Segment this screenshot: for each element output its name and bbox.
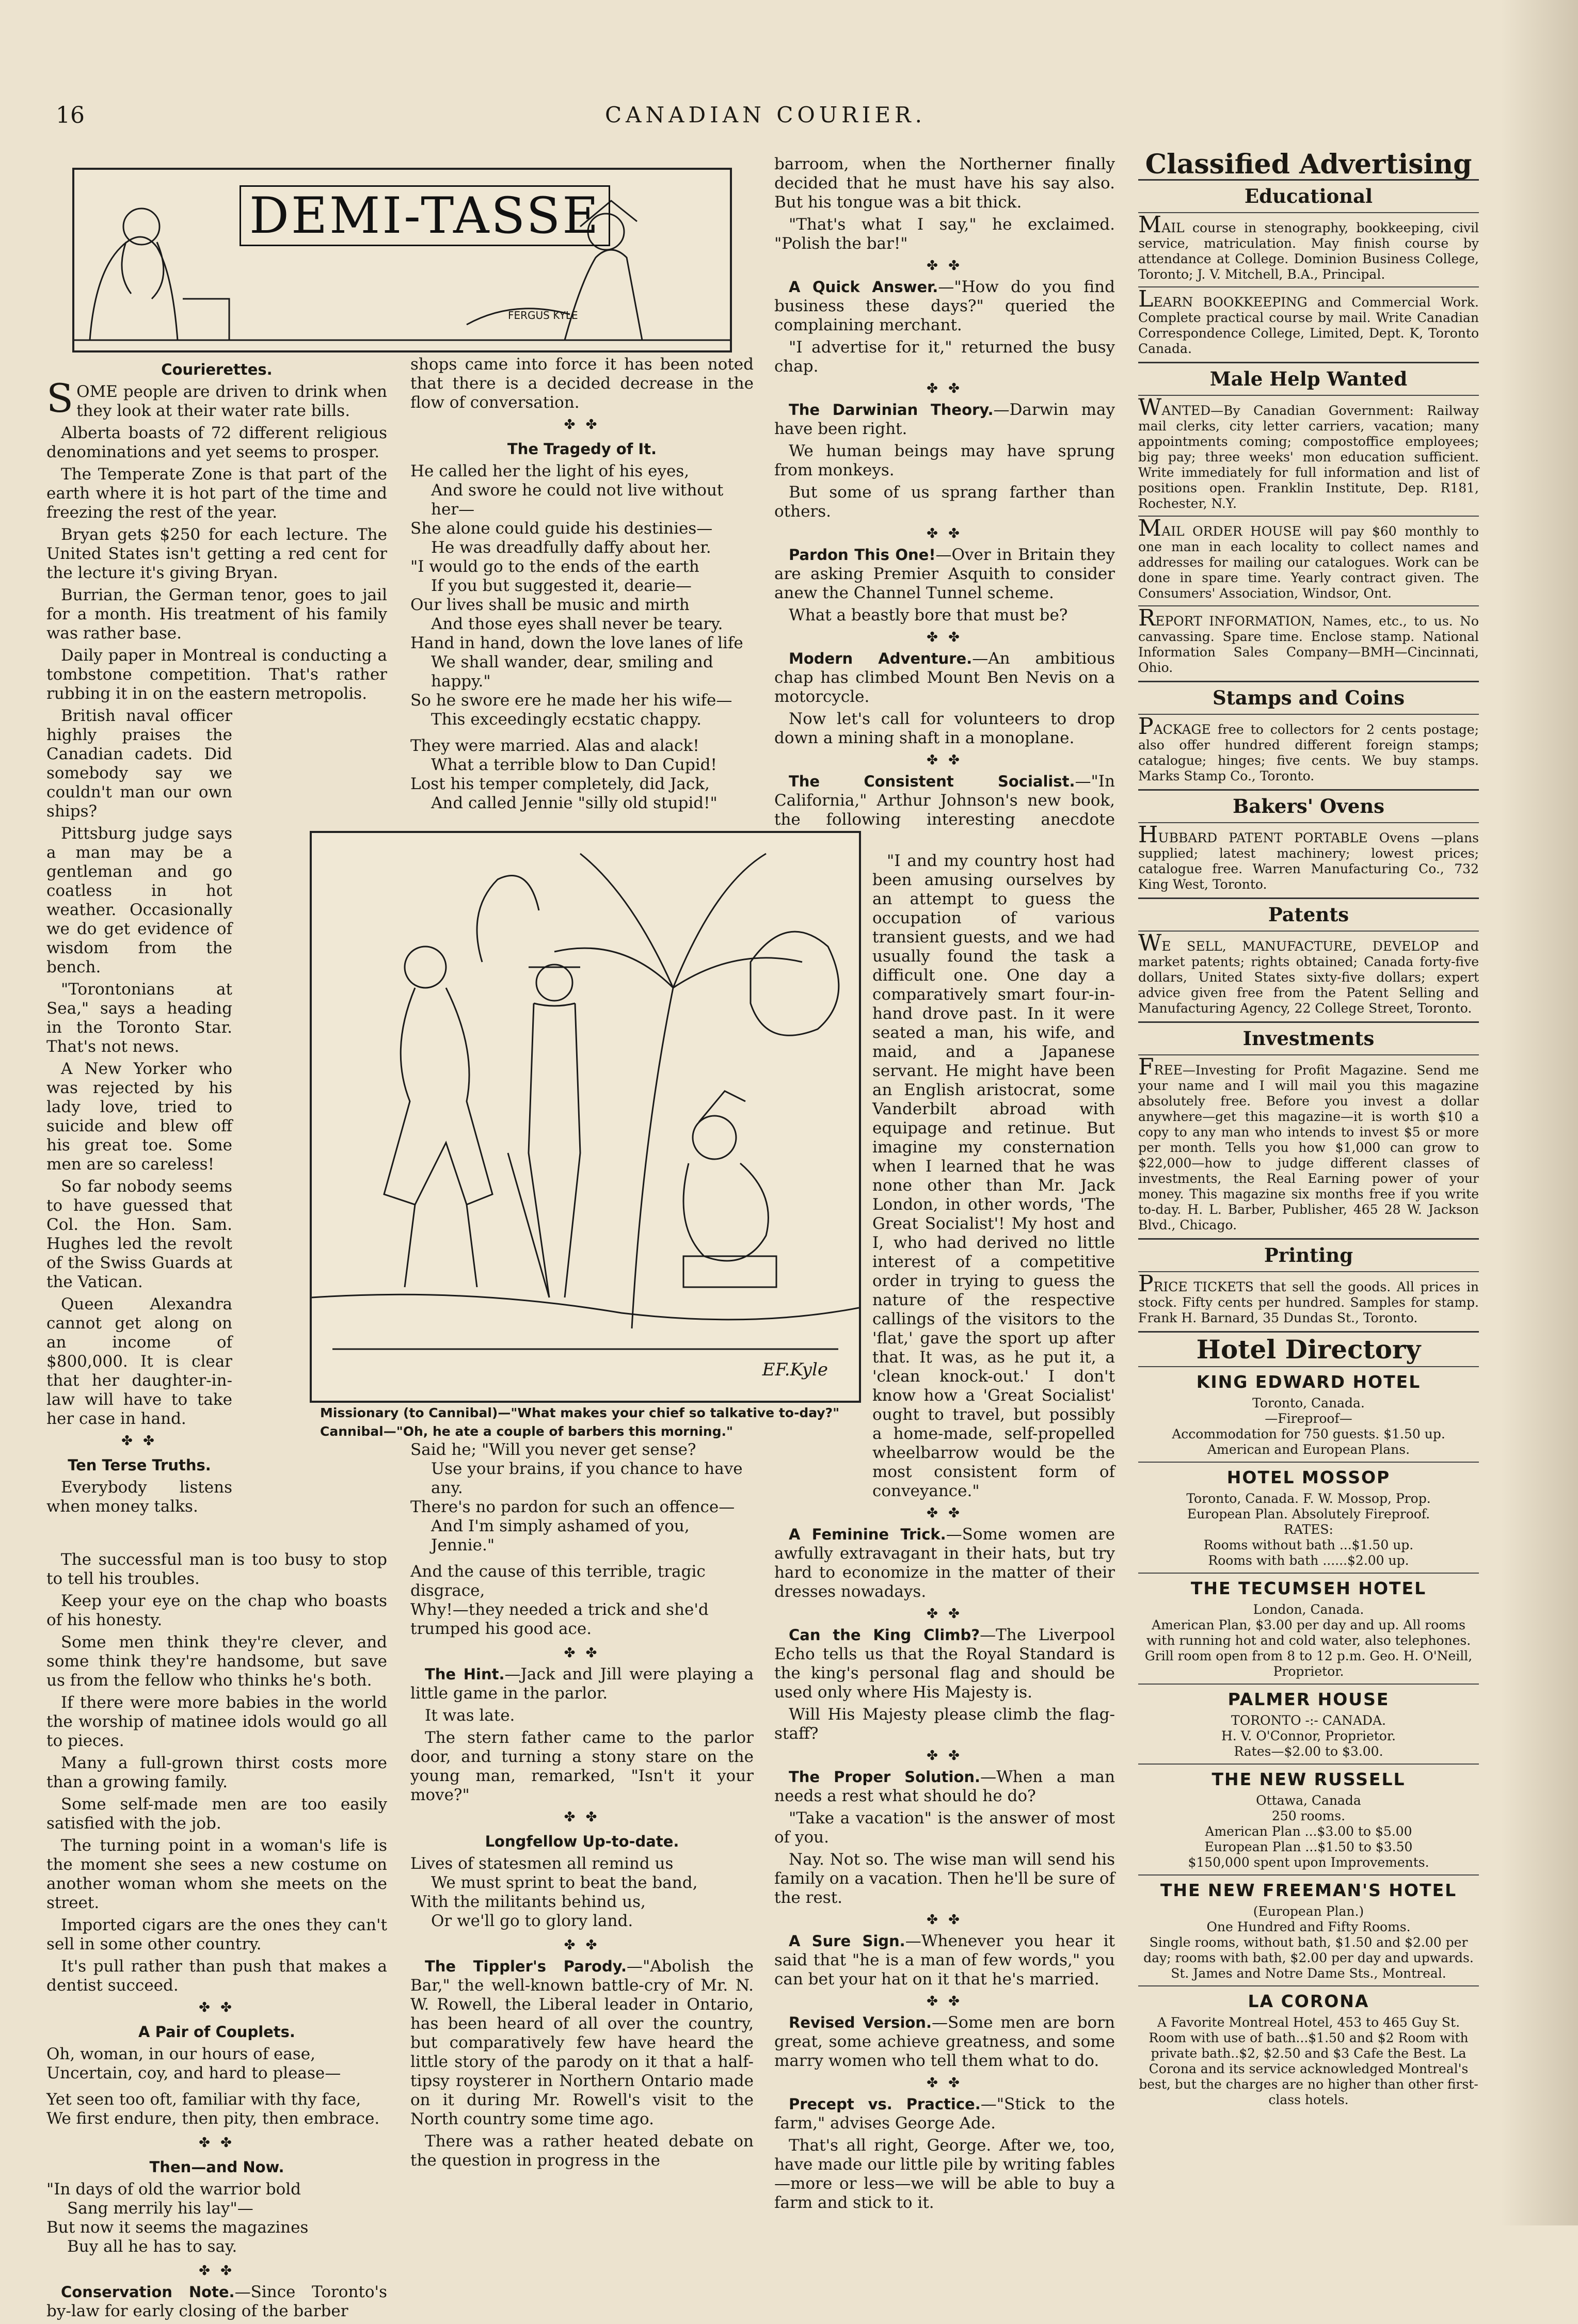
- classified-ad: [1138, 713, 1479, 784]
- hotel-line: Single rooms, without bath, $1.50 and $2.00 per day; rooms with bath, $2.00 per day and upwards.: [1143, 1935, 1474, 1965]
- item-title: The Tippler's Parody.: [425, 1958, 627, 1975]
- hotel-line: $150,000 spent upon Improvements.: [1188, 1855, 1429, 1870]
- verse-line: They were married. Alas and alack!: [410, 736, 699, 755]
- verse-line: With the militants behind us,: [410, 1893, 646, 1911]
- verse-line: Uncertain, coy, and hard to please—: [46, 2064, 341, 2082]
- classified-heading: Investments: [1242, 1027, 1375, 1050]
- verse: [410, 1854, 754, 1931]
- verse: [46, 2045, 387, 2128]
- verse-line: And I'm simply ashamed of you, Jennie.": [431, 1517, 690, 1554]
- hotel-directory-title: Hotel Directory: [1196, 1334, 1421, 1365]
- banner-signature: FERGUS KYLE: [508, 309, 578, 322]
- verse-line: He called her the light of his eyes,: [410, 462, 690, 480]
- verse-line: If you but suggested it, dearie—: [431, 576, 692, 595]
- hotel-name: THE NEW FREEMAN'S HOTEL: [1160, 1880, 1457, 1900]
- hotel-name: HOTEL MOSSOP: [1226, 1467, 1391, 1487]
- caption-spacer: [46, 1519, 387, 1550]
- item-title: Precept vs. Practice.: [789, 2095, 981, 2113]
- verse-line: We must sprint to beat the band,: [431, 1873, 698, 1892]
- cartoon-illustration: [310, 831, 861, 1403]
- item-title: Can the King Climb?: [789, 1626, 980, 1644]
- page-number: 16: [56, 102, 85, 129]
- ad-text: AIL ORDER HOUSE will pay $60 monthly to one man in each locality to collect names and addresses for mailing our catalogues. Work can be done in spare time. Yearly contract given. The Consumers' Association, Windsor, Ont.: [1138, 524, 1479, 601]
- classified-ad: [1138, 1054, 1479, 1233]
- hotel-line: A Favorite Montreal Hotel, 453 to 465 Guy St. Room with use of bath...$1.50 and $2 Room with private bath..$2, $2.50 and $3 Cafe the Best. La Corona and its service acknowledged Montreal's best, but the charges are no higher than other first-class hotels.: [1139, 2015, 1478, 2107]
- verse-line: So he swore ere he made her his wife—: [410, 691, 732, 710]
- hotel-name: LA CORONA: [1248, 1991, 1369, 2011]
- ad-cap: W: [1138, 930, 1162, 956]
- paragraph: "That's what I say," he exclaimed. "Polish the bar!": [774, 215, 1115, 253]
- paragraph: [774, 2095, 1115, 2133]
- verse-line: Or we'll go to glory land.: [431, 1912, 633, 1930]
- item-text: —Over in Britain they are asking Premier Asquith to consider anew the Channel Tunnel scheme.: [774, 546, 1115, 602]
- hotel-name: KING EDWARD HOTEL: [1196, 1372, 1421, 1392]
- paragraph: What a beastly bore that must be?: [789, 606, 1068, 624]
- paragraph: Nay. Not so. The wise man will send his family on a vacation. Then he'll be sure of the rest.: [774, 1850, 1115, 1907]
- item-text: —"How do you find business these days?" queried the complaining merchant.: [774, 278, 1115, 334]
- hotel-line: Rooms without bath ...$1.50 up.: [1203, 1537, 1414, 1552]
- verse-line: And swore he could not live without her—: [431, 481, 724, 519]
- ornament: ✤ ✤: [927, 526, 963, 541]
- paragraph: A New Yorker who was rejected by his lady love, tried to suicide and blew off his great toe. Some men are so careless!: [46, 1060, 232, 1174]
- item-text: —When a man needs a rest what should he do?: [774, 1768, 1115, 1805]
- hotel-line: (European Plan.): [1253, 1904, 1364, 1919]
- hotel-line: RATES:: [1284, 1522, 1333, 1537]
- section-heading: Ten Terse Truths.: [68, 1456, 211, 1474]
- paragraph: That's all right, George. After we, too, have made our little pile by writing fables—more or less—we will be able to buy a farm and stick to it.: [774, 2136, 1115, 2212]
- ad-cap: M: [1138, 515, 1162, 541]
- paragraph: Bryan gets $250 for each lecture. The United States isn't getting a red cent for the lecture it's giving Bryan.: [46, 525, 387, 582]
- verse-line: Lost his temper completely, did Jack,: [410, 775, 710, 793]
- hotel-line: Rooms with bath ......$2.00 up.: [1208, 1553, 1409, 1568]
- page-header: [56, 102, 1475, 133]
- hotel-name: THE TECUMSEH HOTEL: [1190, 1578, 1427, 1598]
- item-text: —Some women are awfully extravagant in their hats, but try hard to economize in the matter of their dresses nowadays.: [774, 1525, 1115, 1601]
- item-title: Modern Adventure.: [789, 650, 973, 667]
- ad-cap: H: [1138, 822, 1158, 848]
- ad-cap: P: [1138, 1271, 1154, 1297]
- paragraph: [46, 2283, 387, 2321]
- ornament: ✤ ✤: [927, 752, 963, 768]
- paragraph: "Torontonians at Sea," says a heading in the Toronto Star. That's not news.: [46, 980, 232, 1056]
- hotel-line: European Plan. Absolutely Fireproof.: [1187, 1506, 1430, 1521]
- ornament: ✤ ✤: [927, 630, 963, 645]
- ad-text: ANTED—By Canadian Government: Railway mail clerks, city letter carriers, vacation; many appointments coming; compostoffice employees; big pay; three weeks' mon education sufficient. Write immediately for full information and list of positions open. Franklin Institute, Dep. R181, Rochester, N.Y.: [1138, 403, 1479, 511]
- ornament: ✤ ✤: [564, 1937, 600, 1953]
- verse: [410, 1440, 754, 1639]
- item-text: —"In California," Arthur Johnson's new book, the following interesting anecdote: [774, 772, 1115, 829]
- paragraph: The stern father came to the parlor door, and turning a stony stare on the young man, remarked, "Isn't it your move?": [410, 1728, 754, 1804]
- ornament: ✤ ✤: [927, 381, 963, 396]
- paragraph: [774, 546, 1115, 603]
- verse-line: Yet seen too oft, familiar with thy face,: [46, 2090, 361, 2109]
- item-title: Conservation Note.: [61, 2283, 235, 2301]
- ornament: ✤ ✤: [564, 1809, 600, 1825]
- caption-line: Cannibal—"Oh, he ate a couple of barbers this morning.": [320, 1424, 734, 1439]
- paragraph: Imported cigars are the ones they can't sell in some other country.: [46, 1916, 387, 1953]
- classified-title: Classified Advertising: [1145, 149, 1472, 180]
- hotel-line: American Plan ...$3.00 to $5.00: [1205, 1824, 1412, 1839]
- hotel-name: PALMER HOUSE: [1228, 1689, 1390, 1709]
- classified-ad: [1138, 930, 1479, 1016]
- verse-line: And called Jennie "silly old stupid!": [431, 794, 718, 812]
- paragraph: [774, 2013, 1115, 2071]
- ornament: ✤ ✤: [927, 1912, 963, 1928]
- item-title: The Proper Solution.: [789, 1768, 981, 1786]
- item-title: The Darwinian Theory.: [789, 401, 994, 419]
- ornament: ✤ ✤: [199, 2135, 235, 2151]
- paragraph: We human beings may have sprung from monkeys.: [774, 442, 1115, 479]
- demi-tasse-banner: [72, 168, 732, 352]
- paragraph: [774, 278, 1115, 335]
- paragraph: "Take a vacation" is the answer of most of you.: [774, 1809, 1115, 1847]
- paragraph: Will His Majesty please climb the flag-staff?: [774, 1705, 1115, 1743]
- paragraph: Keep your eye on the chap who boasts of his honesty.: [46, 1592, 387, 1629]
- hotel-line: Ottawa, Canada: [1256, 1793, 1361, 1808]
- banner-title: DEMI-TASSE: [240, 185, 610, 246]
- caption-line: Missionary (to Cannibal)—"What makes your chief so talkative to-day?": [320, 1405, 840, 1420]
- section-heading: Then—and Now.: [149, 2158, 284, 2176]
- ornament: ✤ ✤: [199, 2000, 235, 2015]
- ad-cap: L: [1138, 286, 1154, 312]
- item-title: The Consistent Socialist.: [789, 773, 1075, 790]
- ad-text: REE—Investing for Profit Magazine. Send me your name and I will mail you this magazine absolutely free. Before you invest a dollar anywhere—get this magazine—it is worth $10 a copy to any man who intends to invest $5 or more per month. Tells you how $1,000 can grow to $22,000—how to judge different classes of investments, the Real Earning power of your money. This magazine six months free if you write to-day. H. L. Barber, Publisher, 465 28 W. Jackson Blvd., Chicago.: [1138, 1063, 1479, 1232]
- verse-line: And those eyes shall never be teary.: [431, 615, 723, 633]
- item-title: A Feminine Trick.: [789, 1526, 946, 1543]
- verse-line: She alone could guide his destinies—: [410, 519, 713, 538]
- classified-heading: Printing: [1264, 1244, 1353, 1267]
- classified-ad: [1138, 605, 1479, 676]
- paragraph: Everybody listens when money talks.: [46, 1478, 232, 1516]
- paragraph: [46, 375, 387, 421]
- ad-cap: M: [1138, 212, 1162, 238]
- cartoon-signature: EF.Kyle: [762, 1359, 828, 1380]
- verse-line: Our lives shall be music and mirth: [410, 596, 690, 614]
- verse: [46, 2180, 387, 2256]
- section-heading: The Tragedy of It.: [507, 440, 657, 458]
- narrow-block: [46, 707, 232, 1516]
- classified-heading: Male Help Wanted: [1209, 367, 1408, 390]
- paragraph: Now let's call for volunteers to drop down a mining shaft in a monoplane.: [774, 710, 1115, 747]
- hotel-line: European Plan ...$1.50 to $3.50: [1204, 1839, 1413, 1854]
- ornament: ✤ ✤: [121, 1433, 157, 1449]
- paragraph: British naval officer highly praises the Canadian cadets. Did somebody say we couldn't man our own ships?: [46, 707, 232, 821]
- paragraph: Alberta boasts of 72 different religious denominations and yet seems to prosper.: [46, 424, 387, 461]
- verse-line: Hand in hand, down the love lanes of life: [410, 634, 743, 652]
- verse-line: And the cause of this terrible, tragic disgrace,: [410, 1562, 706, 1600]
- item-text: —Jack and Jill were playing a little game in the parlor.: [410, 1665, 754, 1703]
- verse-line: Said he; "Will you never get sense?: [410, 1440, 696, 1459]
- paragraph: It's pull rather than push that makes a dentist succeed.: [46, 1957, 387, 1995]
- hotel-line: Accommodation for 750 guests. $1.50 up.: [1172, 1427, 1445, 1441]
- verse-line: Use your brains, if you chance to have any.: [431, 1460, 743, 1497]
- verse-line: Buy all he has to say.: [67, 2237, 237, 2256]
- ad-cap: R: [1138, 605, 1156, 631]
- verse-line: Lives of statesmen all remind us: [410, 1854, 674, 1873]
- paragraph: Many a full-grown thirst costs more than a growing family.: [46, 1754, 387, 1791]
- cartoon-caption: [320, 1404, 857, 1441]
- paragraph: But some of us sprang farther than others.: [774, 483, 1115, 521]
- paragraph: [774, 1932, 1115, 1989]
- masthead: CANADIAN COURIER.: [604, 102, 927, 127]
- verse-line: There's no pardon for such an offence—: [410, 1498, 735, 1516]
- paragraph: Daily paper in Montreal is conducting a tombstone competition. That's rather rubbing it in on the eastern metropolis.: [46, 646, 387, 703]
- verse-line: This exceedingly ecstatic chappy.: [431, 710, 702, 729]
- hotel-line: Toronto, Canada.: [1252, 1396, 1365, 1411]
- ad-text: EARN BOOKKEEPING and Commercial Work. Complete practical course by mail. Write Canadian Correspondence College, Limited, Dept. K, Toronto Canada.: [1138, 295, 1479, 356]
- ornament: ✤ ✤: [564, 1645, 600, 1661]
- paragraph: [410, 1665, 754, 1703]
- hotel-line: American and European Plans.: [1207, 1442, 1410, 1457]
- hotel-line: One Hundred and Fifty Rooms.: [1206, 1919, 1411, 1934]
- item-text: —"Stick to the farm," advises George Ade.: [774, 2095, 1115, 2133]
- ornament: ✤ ✤: [927, 1748, 963, 1764]
- ornament: ✤ ✤: [199, 2263, 235, 2279]
- classified-ad: [1138, 286, 1479, 357]
- paragraph: Burrian, the German tenor, goes to jail for a month. His treatment of his family was rather base.: [46, 586, 387, 643]
- item-title: The Hint.: [425, 1665, 505, 1683]
- ornament: ✤ ✤: [927, 258, 963, 274]
- paragraph: Some self-made men are too easily satisfied with the job.: [46, 1795, 387, 1833]
- hotel-line: Toronto, Canada. F. W. Mossop, Prop.: [1186, 1491, 1431, 1506]
- paragraph: Queen Alexandra cannot get along on an income of $800,000. It is clear that her daughter-in-law will have to take her case in hand.: [46, 1295, 232, 1428]
- verse: [410, 462, 754, 813]
- ornament: ✤ ✤: [564, 417, 600, 432]
- hotel-line: St. James and Notre Dame Sts., Montreal.: [1171, 1966, 1446, 1981]
- verse-line: But now it seems the magazines: [46, 2218, 309, 2237]
- ad-cap: P: [1138, 713, 1154, 740]
- classified-heading: Educational: [1244, 185, 1373, 207]
- item-text: —Whenever you hear it said that "he is a man of few words," you can bet your hat on it that he's married.: [774, 1932, 1115, 1989]
- paragraph: [774, 1525, 1115, 1601]
- hotel-line: TORONTO -:- CANADA.: [1231, 1713, 1386, 1728]
- verse-line: What a terrible blow to Dan Cupid!: [431, 756, 717, 774]
- classified-heading: Patents: [1268, 903, 1349, 926]
- verse-line: "In days of old the warrior bold: [46, 2180, 301, 2199]
- classified-column: [1138, 149, 1479, 2108]
- item-title: A Sure Sign.: [789, 1932, 905, 1950]
- paragraph-text: OME people are driven to drink when they look at their water rate bills.: [76, 382, 387, 420]
- item-text: —An ambitious chap has climbed Mount Ben Nevis on a motorcycle.: [774, 649, 1115, 706]
- verse-line: Oh, woman, in our hours of ease,: [46, 2045, 315, 2063]
- item-title: Pardon This One!: [789, 546, 936, 564]
- ornament: ✤ ✤: [927, 1505, 963, 1521]
- section-heading: A Pair of Couplets.: [138, 2023, 295, 2041]
- verse-line: "I would go to the ends of the earth: [410, 557, 699, 576]
- paragraph: The turning point in a woman's life is the moment she sees a new costume on another woman whom she meets on the street.: [46, 1836, 387, 1912]
- item-title: Revised Version.: [789, 2014, 932, 2031]
- section-heading: Longfellow Up-to-date.: [485, 1833, 679, 1850]
- ad-text: RICE TICKETS that sell the goods. All prices in stock. Fifty cents per hundred. Samples for stamp. Frank H. Barnard, 35 Dundas St., Toronto.: [1138, 1279, 1479, 1325]
- paragraph: [774, 649, 1115, 707]
- cartoon-drawing: [312, 833, 859, 1401]
- paragraph: The successful man is too busy to stop to tell his troubles.: [46, 1550, 387, 1588]
- classified-heading: Bakers' Ovens: [1233, 795, 1384, 818]
- ad-text: AIL course in stenography, bookkeeping, civil service, matriculation. May finish course by attendance at College. Dominion Business College, Toronto; J. V. Mitchell, B.A., Principal.: [1138, 220, 1479, 282]
- classified-ad: [1138, 1271, 1479, 1326]
- paragraph: [774, 1626, 1115, 1702]
- paragraph: "I and my country host had been amusing ourselves by an attempt to guess the occupation of various transient guests, and we had usually found the task a difficult one. One day a comparatively smart four-in-hand drove past. In it were seated a man, his wife, and maid, and a Japanese servant. He might have been an English aristocrat, some Vanderbilt abroad with equipage and retinue. But imagine my consternation when I learned that he was none other than Mr. Jack London, in other words, 'The Great Socialist'! My host and I, who had derived no little interest of a competitive order in trying to guess the nature of the respective callings of the visitors to the 'flat,' gave the sport up after that. It was, as he put it, a 'clean knock-out.' I don't know how a 'Great Socialist' ought to travel, but possibly a home-made, self-propelled wheelbarrow would be the most consistent form of conveyance.": [872, 852, 1115, 1500]
- paragraph: There was a rather heated debate on the question in progress in the: [410, 2132, 754, 2170]
- ad-cap: F: [1138, 1054, 1154, 1080]
- hotel-line: London, Canada.: [1253, 1602, 1364, 1617]
- item-text: —Since Toronto's by-law for early closing of the barber: [46, 2283, 387, 2320]
- verse-line: We first endure, then pity, then embrace.: [46, 2109, 380, 2128]
- paragraph: [774, 400, 1115, 439]
- paragraph: If there were more babies in the world the worship of matinee idols would go all to pieces.: [46, 1693, 387, 1750]
- paragraph: It was late.: [425, 1706, 515, 1725]
- ornament: ✤ ✤: [927, 1994, 963, 2009]
- ad-text: UBBARD PATENT PORTABLE Ovens —plans supplied; latest machinery; lowest prices; catalogue free. Warren Manufacturing Co., 732 King West, Toronto.: [1138, 830, 1479, 892]
- paragraph: [410, 1957, 754, 2129]
- item-text: —The Liverpool Echo tells us that the Royal Standard is the king's personal flag and should be used only where His Majesty is.: [774, 1626, 1115, 1702]
- ornament: ✤ ✤: [927, 2075, 963, 2091]
- verse-line: Sang merrily his lay"—: [67, 2199, 253, 2218]
- hotel-line: H. V. O'Connor, Proprietor.: [1221, 1728, 1396, 1743]
- item-text: —Some men are born great, some achieve greatness, and some marry women who tell them what to do.: [774, 2013, 1115, 2070]
- classified-heading: Stamps and Coins: [1212, 686, 1405, 709]
- item-text: —Darwin may have been right.: [774, 400, 1115, 438]
- paragraph: So far nobody seems to have guessed that Col. the Hon. Sam. Hughes led the revolt of the Swiss Guards at the Vatican.: [46, 1177, 232, 1291]
- ad-text: EPORT INFORMATION, Names, etc., to us. No canvassing. Spare time. Enclose stamp. National Information Sales Company—BMH—Cincinnati, Ohio.: [1138, 614, 1479, 675]
- verse-line: Why!—they needed a trick and she'd trumped his good ace.: [410, 1600, 709, 1638]
- hotel-name: THE NEW RUSSELL: [1212, 1769, 1406, 1789]
- ad-text: E SELL, MANUFACTURE, DEVELOP and market patents; rights obtained; Canada forty-five dollars, United States sixty-five dollars; expert advice given free from the Patent Selling and Manufacturing Agency, 22 College Street, Toronto.: [1138, 939, 1479, 1016]
- classified-ad: [1138, 515, 1479, 601]
- hotel-line: 250 rooms.: [1271, 1808, 1346, 1823]
- ornament: ✤ ✤: [927, 1606, 963, 1622]
- drop-cap: S: [46, 375, 74, 421]
- item-title: A Quick Answer.: [789, 278, 938, 296]
- ad-text: ACKAGE free to collectors for 2 cents postage; also offer hundred different foreign stamps; catalogue; hinges; five cents. We buy stamps. Marks Stamp Co., Toronto.: [1138, 722, 1479, 783]
- paragraph: The Temperate Zone is that part of the earth where it is hot part of the time and freezing the rest of the year.: [46, 465, 387, 522]
- section-heading: Courierettes.: [161, 361, 273, 378]
- paragraph: [774, 1768, 1115, 1806]
- paragraph: Pittsburg judge says a man may be a gentleman and go coatless in hot weather. Occasionally we do get evidence of wisdom from the bench.: [46, 824, 232, 976]
- paragraph: shops came into force it has been noted that there is a decided decrease in the flow of conversation.: [410, 355, 754, 412]
- verse-line: He was dreadfully daffy about her.: [431, 538, 711, 557]
- classified-ad: [1138, 212, 1479, 282]
- classified-ad: [1138, 822, 1479, 892]
- paragraph: Some men think they're clever, and some think they're handsome, but save us from the fellow who thinks he's both.: [46, 1633, 387, 1690]
- hotel-line: Rates—$2.00 to $3.00.: [1234, 1744, 1383, 1759]
- item-text: —"Abolish the Bar," the well-known battle-cry of Mr. N. W. Rowell, the Liberal leader in Ontario, has been heard of all over the country, but comparatively few have heard the little story of the parody on it that a half-tipsy roysterer in Northern Ontario made on it during Mr. Rowell's visit to the North country some time ago.: [410, 1957, 754, 2128]
- paragraph: "I advertise for it," returned the busy chap.: [774, 338, 1115, 376]
- verse-line: We shall wander, dear, smiling and happy.": [431, 653, 713, 691]
- classified-ad: [1138, 394, 1479, 511]
- ad-cap: W: [1138, 394, 1162, 421]
- hotel-line: —Fireproof—: [1265, 1411, 1352, 1426]
- paragraph: barroom, when the Northerner finally decided that he must have his say also. But his tongue was a bit thick.: [774, 155, 1115, 212]
- hotel-line: American Plan, $3.00 per day and up. All rooms with running hot and cold water, also telephones. Grill room open from 8 to 12 p.m. Geo. H. O'Neill, Proprietor.: [1144, 1617, 1473, 1679]
- page-edge-shadow: [1501, 0, 1578, 2225]
